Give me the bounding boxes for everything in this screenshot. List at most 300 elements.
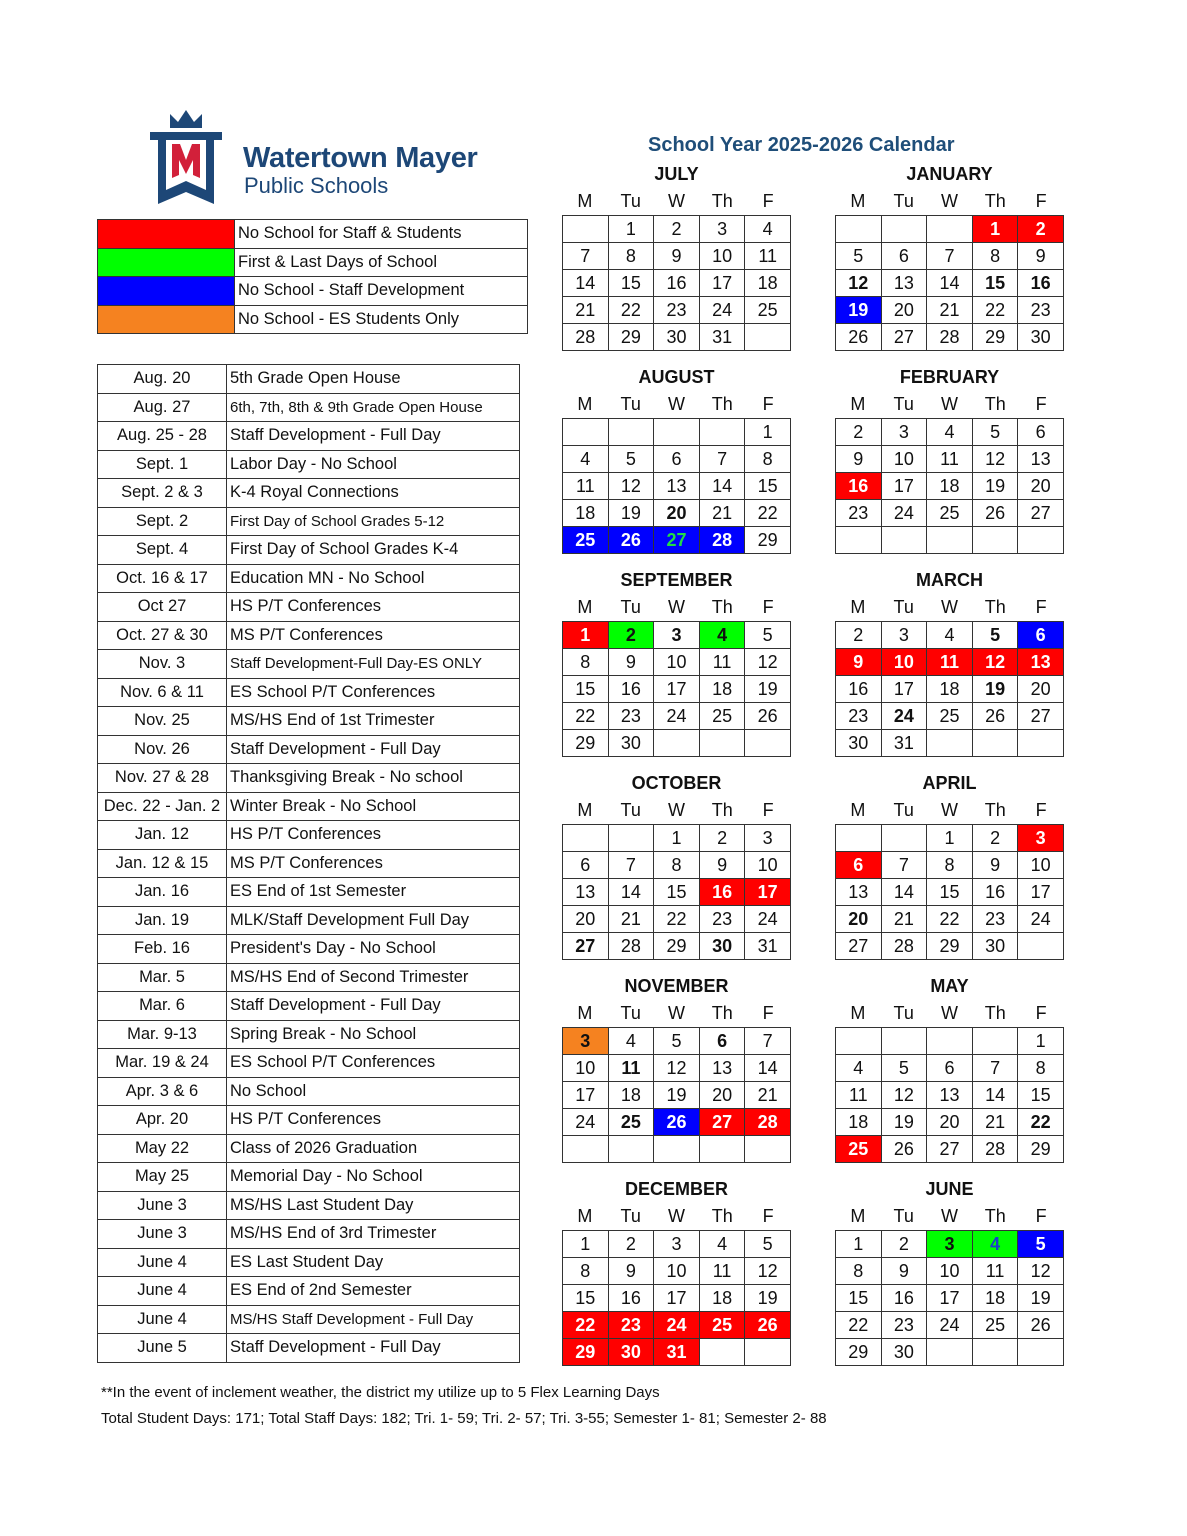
day-cell: 29 <box>972 324 1018 351</box>
week-row <box>836 676 1064 703</box>
empty-day-cell <box>745 1136 791 1163</box>
day-cell: 18 <box>836 1109 882 1136</box>
week-row <box>836 1285 1064 1312</box>
day-cell: 26 <box>745 1312 791 1339</box>
event-row <box>98 1191 520 1220</box>
empty-day-cell <box>972 527 1018 554</box>
month-september <box>562 567 791 757</box>
day-cell: 14 <box>881 879 927 906</box>
empty-day-cell <box>927 216 973 243</box>
day-cell: 10 <box>563 1055 609 1082</box>
day-cell: 17 <box>881 676 927 703</box>
day-cell: 23 <box>972 906 1018 933</box>
empty-day-cell <box>699 419 745 446</box>
day-cell: 31 <box>881 730 927 757</box>
empty-day-cell <box>563 216 609 243</box>
day-cell: 7 <box>699 446 745 473</box>
day-cell: 3 <box>927 1231 973 1258</box>
day-cell: 15 <box>927 879 973 906</box>
event-date: Jan. 12 <box>98 821 227 850</box>
event-row <box>98 650 520 679</box>
week-row <box>836 243 1064 270</box>
day-cell: 28 <box>608 933 654 960</box>
event-date: June 4 <box>98 1248 227 1277</box>
weekday-label: Th <box>984 191 1006 211</box>
day-cell: 9 <box>881 1258 927 1285</box>
weekday-label: F <box>1035 1206 1047 1226</box>
day-cell: 30 <box>608 730 654 757</box>
week-row <box>563 1339 791 1366</box>
day-cell: 12 <box>608 473 654 500</box>
day-cell: 19 <box>972 676 1018 703</box>
event-description: 5th Grade Open House <box>227 365 520 394</box>
day-cell: 26 <box>972 500 1018 527</box>
week-row <box>563 906 791 933</box>
day-cell: 7 <box>608 852 654 879</box>
day-cell: 5 <box>881 1055 927 1082</box>
day-cell: 12 <box>1018 1258 1064 1285</box>
day-cell: 9 <box>654 243 700 270</box>
event-date: June 4 <box>98 1305 227 1334</box>
empty-day-cell <box>927 527 973 554</box>
legend-label: No School - Staff Development <box>235 277 528 306</box>
day-cell: 27 <box>699 1109 745 1136</box>
day-cell: 25 <box>836 1136 882 1163</box>
day-cell: 25 <box>745 297 791 324</box>
day-cell: 19 <box>881 1109 927 1136</box>
day-cell: 6 <box>1018 622 1064 649</box>
week-row <box>563 1312 791 1339</box>
event-row <box>98 593 520 622</box>
weekday-label: F <box>762 394 774 414</box>
week-row <box>563 933 791 960</box>
day-cell: 4 <box>836 1055 882 1082</box>
empty-day-cell <box>654 730 700 757</box>
weekday-label: M <box>577 191 593 211</box>
event-row <box>98 992 520 1021</box>
day-cell: 15 <box>836 1285 882 1312</box>
event-date: Aug. 25 - 28 <box>98 422 227 451</box>
weekday-label: Tu <box>893 800 914 820</box>
month-grid <box>562 215 791 351</box>
day-cell: 12 <box>836 270 882 297</box>
day-cell: 19 <box>745 676 791 703</box>
weekday-header <box>835 796 1064 824</box>
day-cell: 20 <box>699 1082 745 1109</box>
day-cell: 28 <box>699 527 745 554</box>
empty-day-cell <box>972 1339 1018 1366</box>
event-description: First Day of School Grades K-4 <box>227 536 520 565</box>
event-date: Mar. 19 & 24 <box>98 1049 227 1078</box>
day-cell: 9 <box>836 446 882 473</box>
day-cell: 19 <box>745 1285 791 1312</box>
day-cell: 16 <box>972 879 1018 906</box>
event-date: Sept. 2 <box>98 507 227 536</box>
event-description: Memorial Day - No School <box>227 1163 520 1192</box>
day-cell: 27 <box>654 527 700 554</box>
week-row <box>836 852 1064 879</box>
day-cell: 4 <box>927 419 973 446</box>
event-description: Education MN - No School <box>227 564 520 593</box>
day-cell: 25 <box>699 703 745 730</box>
day-cell: 2 <box>608 1231 654 1258</box>
day-cell: 21 <box>881 906 927 933</box>
month-december <box>562 1176 791 1366</box>
event-description: MS/HS End of 1st Trimester <box>227 707 520 736</box>
day-cell: 30 <box>1018 324 1064 351</box>
event-date: Nov. 26 <box>98 735 227 764</box>
week-row <box>563 1136 791 1163</box>
weekday-label: M <box>850 191 866 211</box>
day-cell: 22 <box>972 297 1018 324</box>
day-cell: 20 <box>1018 676 1064 703</box>
day-cell: 13 <box>836 879 882 906</box>
day-cell: 20 <box>654 500 700 527</box>
day-cell: 20 <box>881 297 927 324</box>
weekday-label: M <box>850 394 866 414</box>
day-cell: 29 <box>608 324 654 351</box>
week-row <box>563 879 791 906</box>
day-cell: 11 <box>745 243 791 270</box>
day-cell: 1 <box>836 1231 882 1258</box>
empty-day-cell <box>881 527 927 554</box>
event-date: Oct 27 <box>98 593 227 622</box>
month-name: DECEMBER <box>624 1179 728 1199</box>
week-row <box>836 216 1064 243</box>
event-description: Staff Development - Full Day <box>227 735 520 764</box>
weekday-label: Th <box>711 1003 733 1023</box>
empty-day-cell <box>927 730 973 757</box>
day-cell: 7 <box>972 1055 1018 1082</box>
week-row <box>836 1231 1064 1258</box>
week-row <box>836 825 1064 852</box>
day-cell: 25 <box>608 1109 654 1136</box>
day-cell: 20 <box>927 1109 973 1136</box>
day-cell: 21 <box>927 297 973 324</box>
event-description: MLK/Staff Development Full Day <box>227 906 520 935</box>
event-description: Staff Development-Full Day-ES ONLY <box>227 650 520 679</box>
event-description: ES Last Student Day <box>227 1248 520 1277</box>
day-cell: 2 <box>608 622 654 649</box>
week-row <box>563 649 791 676</box>
day-cell: 13 <box>881 270 927 297</box>
day-cell: 10 <box>927 1258 973 1285</box>
event-description: MS P/T Conferences <box>227 621 520 650</box>
event-date: June 3 <box>98 1220 227 1249</box>
day-cell: 17 <box>654 676 700 703</box>
empty-day-cell <box>927 1339 973 1366</box>
day-cell: 12 <box>745 649 791 676</box>
day-cell: 24 <box>654 703 700 730</box>
month-name: FEBRUARY <box>899 367 1000 387</box>
day-cell: 11 <box>563 473 609 500</box>
event-date: Oct. 16 & 17 <box>98 564 227 593</box>
day-cell: 24 <box>881 500 927 527</box>
event-date: Sept. 1 <box>98 450 227 479</box>
weekday-label: W <box>667 800 685 820</box>
day-cell: 2 <box>881 1231 927 1258</box>
event-row <box>98 1220 520 1249</box>
empty-day-cell <box>881 825 927 852</box>
week-row <box>563 243 791 270</box>
empty-day-cell <box>563 1136 609 1163</box>
weekday-label: Tu <box>620 800 641 820</box>
event-row <box>98 878 520 907</box>
week-row <box>563 676 791 703</box>
day-cell: 17 <box>699 270 745 297</box>
day-cell: 30 <box>608 1339 654 1366</box>
empty-day-cell <box>1018 933 1064 960</box>
event-row <box>98 422 520 451</box>
day-cell: 25 <box>699 1312 745 1339</box>
day-cell: 10 <box>881 446 927 473</box>
empty-day-cell <box>608 419 654 446</box>
day-cell: 2 <box>654 216 700 243</box>
event-date: June 4 <box>98 1277 227 1306</box>
event-description: Staff Development - Full Day <box>227 1334 520 1363</box>
weekday-header <box>835 999 1064 1027</box>
week-row <box>836 500 1064 527</box>
event-row <box>98 479 520 508</box>
day-cell: 1 <box>608 216 654 243</box>
day-cell: 24 <box>1018 906 1064 933</box>
day-cell: 26 <box>881 1136 927 1163</box>
event-row <box>98 707 520 736</box>
day-cell: 7 <box>563 243 609 270</box>
day-cell: 6 <box>1018 419 1064 446</box>
event-description: 6th, 7th, 8th & 9th Grade Open House <box>227 393 520 422</box>
day-cell: 24 <box>699 297 745 324</box>
weekday-label: F <box>762 597 774 617</box>
month-august <box>562 364 791 554</box>
month-grid <box>835 1027 1064 1163</box>
day-cell: 24 <box>745 906 791 933</box>
day-cell: 1 <box>972 216 1018 243</box>
day-cell: 12 <box>972 446 1018 473</box>
day-cell: 14 <box>563 270 609 297</box>
month-grid <box>835 1230 1064 1366</box>
day-cell: 21 <box>972 1109 1018 1136</box>
week-row <box>563 852 791 879</box>
empty-day-cell <box>699 1339 745 1366</box>
day-cell: 21 <box>699 500 745 527</box>
empty-day-cell <box>654 419 700 446</box>
empty-day-cell <box>745 1339 791 1366</box>
event-date: Dec. 22 - Jan. 2 <box>98 792 227 821</box>
day-cell: 15 <box>972 270 1018 297</box>
month-january <box>835 161 1064 351</box>
weekday-header <box>835 593 1064 621</box>
day-cell: 8 <box>1018 1055 1064 1082</box>
month-march <box>835 567 1064 757</box>
week-row <box>836 906 1064 933</box>
week-row <box>836 324 1064 351</box>
day-cell: 15 <box>563 1285 609 1312</box>
week-row <box>836 1312 1064 1339</box>
week-row <box>836 1055 1064 1082</box>
month-name: SEPTEMBER <box>620 570 733 590</box>
month-november <box>562 973 791 1163</box>
day-cell: 3 <box>563 1028 609 1055</box>
weekday-label: W <box>940 191 958 211</box>
day-cell: 22 <box>608 297 654 324</box>
day-cell: 27 <box>1018 500 1064 527</box>
month-name: OCTOBER <box>631 773 722 793</box>
day-cell: 9 <box>608 1258 654 1285</box>
day-cell: 14 <box>699 473 745 500</box>
day-cell: 6 <box>927 1055 973 1082</box>
day-cell: 27 <box>927 1136 973 1163</box>
empty-day-cell <box>881 1028 927 1055</box>
day-cell: 26 <box>836 324 882 351</box>
day-cell: 7 <box>881 852 927 879</box>
weekday-header <box>835 1202 1064 1230</box>
weekday-label: Tu <box>620 597 641 617</box>
day-cell: 5 <box>745 1231 791 1258</box>
legend-table <box>97 219 528 334</box>
event-date: Sept. 2 & 3 <box>98 479 227 508</box>
week-row <box>563 1109 791 1136</box>
day-cell: 17 <box>563 1082 609 1109</box>
day-cell: 15 <box>745 473 791 500</box>
day-cell: 26 <box>654 1109 700 1136</box>
event-row <box>98 906 520 935</box>
month-grid <box>562 1230 791 1366</box>
empty-day-cell <box>699 730 745 757</box>
day-cell: 31 <box>745 933 791 960</box>
event-row <box>98 678 520 707</box>
empty-day-cell <box>972 1028 1018 1055</box>
day-cell: 18 <box>927 473 973 500</box>
week-row <box>836 527 1064 554</box>
weekday-label: M <box>850 597 866 617</box>
day-cell: 30 <box>972 933 1018 960</box>
week-row <box>563 419 791 446</box>
day-cell: 11 <box>836 1082 882 1109</box>
weekday-header <box>835 390 1064 418</box>
day-cell: 16 <box>608 1285 654 1312</box>
day-cell: 26 <box>745 703 791 730</box>
day-cell: 18 <box>563 500 609 527</box>
day-cell: 17 <box>927 1285 973 1312</box>
day-cell: 9 <box>608 649 654 676</box>
weekday-label: M <box>850 1003 866 1023</box>
day-cell: 19 <box>972 473 1018 500</box>
week-row <box>563 730 791 757</box>
weekday-header <box>562 187 791 215</box>
empty-day-cell <box>972 730 1018 757</box>
day-cell: 5 <box>654 1028 700 1055</box>
event-description: K-4 Royal Connections <box>227 479 520 508</box>
month-grid <box>835 621 1064 757</box>
event-row <box>98 1106 520 1135</box>
day-cell: 22 <box>927 906 973 933</box>
day-cell: 10 <box>881 649 927 676</box>
day-cell: 14 <box>927 270 973 297</box>
day-cell: 9 <box>836 649 882 676</box>
event-date: Mar. 6 <box>98 992 227 1021</box>
empty-day-cell <box>836 1028 882 1055</box>
event-description: Thanksgiving Break - No school <box>227 764 520 793</box>
weekday-header <box>562 999 791 1027</box>
empty-day-cell <box>836 527 882 554</box>
weekday-label: W <box>667 394 685 414</box>
event-row <box>98 450 520 479</box>
day-cell: 1 <box>745 419 791 446</box>
day-cell: 27 <box>881 324 927 351</box>
event-row <box>98 621 520 650</box>
day-cell: 4 <box>699 622 745 649</box>
day-cell: 4 <box>927 622 973 649</box>
week-row <box>563 270 791 297</box>
weekday-header <box>835 187 1064 215</box>
event-description: Winter Break - No School <box>227 792 520 821</box>
day-cell: 8 <box>654 852 700 879</box>
event-row <box>98 1020 520 1049</box>
empty-day-cell <box>745 730 791 757</box>
event-row <box>98 507 520 536</box>
day-cell: 7 <box>745 1028 791 1055</box>
empty-day-cell <box>699 1136 745 1163</box>
weekday-label: W <box>940 800 958 820</box>
day-cell: 3 <box>654 1231 700 1258</box>
month-february <box>835 364 1064 554</box>
weekday-label: Th <box>711 394 733 414</box>
week-row <box>836 1109 1064 1136</box>
day-cell: 12 <box>745 1258 791 1285</box>
month-grid <box>562 621 791 757</box>
week-row <box>563 622 791 649</box>
weekday-label: Tu <box>893 191 914 211</box>
legend-swatch-blue <box>98 277 235 306</box>
day-cell: 3 <box>1018 825 1064 852</box>
event-date: Sept. 4 <box>98 536 227 565</box>
day-cell: 12 <box>881 1082 927 1109</box>
day-cell: 18 <box>745 270 791 297</box>
weekday-label: Tu <box>620 191 641 211</box>
event-date: Mar. 9-13 <box>98 1020 227 1049</box>
weekday-label: W <box>940 597 958 617</box>
day-cell: 18 <box>608 1082 654 1109</box>
event-row <box>98 1334 520 1363</box>
weekday-header <box>562 1202 791 1230</box>
legend-swatch-green <box>98 248 235 277</box>
week-row <box>563 216 791 243</box>
weekday-label: Th <box>711 1206 733 1226</box>
month-grid <box>835 215 1064 351</box>
weekday-label: F <box>762 1206 774 1226</box>
week-row <box>563 297 791 324</box>
week-row <box>563 1082 791 1109</box>
empty-day-cell <box>608 1136 654 1163</box>
day-cell: 30 <box>836 730 882 757</box>
day-cell: 23 <box>881 1312 927 1339</box>
week-row <box>563 500 791 527</box>
day-cell: 2 <box>836 622 882 649</box>
day-cell: 2 <box>699 825 745 852</box>
day-cell: 5 <box>1018 1231 1064 1258</box>
day-cell: 4 <box>972 1231 1018 1258</box>
event-date: Oct. 27 & 30 <box>98 621 227 650</box>
event-row <box>98 792 520 821</box>
day-cell: 9 <box>972 852 1018 879</box>
event-date: Apr. 20 <box>98 1106 227 1135</box>
day-cell: 24 <box>654 1312 700 1339</box>
weekday-label: M <box>577 800 593 820</box>
calendar-title: School Year 2025-2026 Calendar <box>648 134 955 156</box>
day-cell: 1 <box>654 825 700 852</box>
weekday-label: W <box>667 1206 685 1226</box>
